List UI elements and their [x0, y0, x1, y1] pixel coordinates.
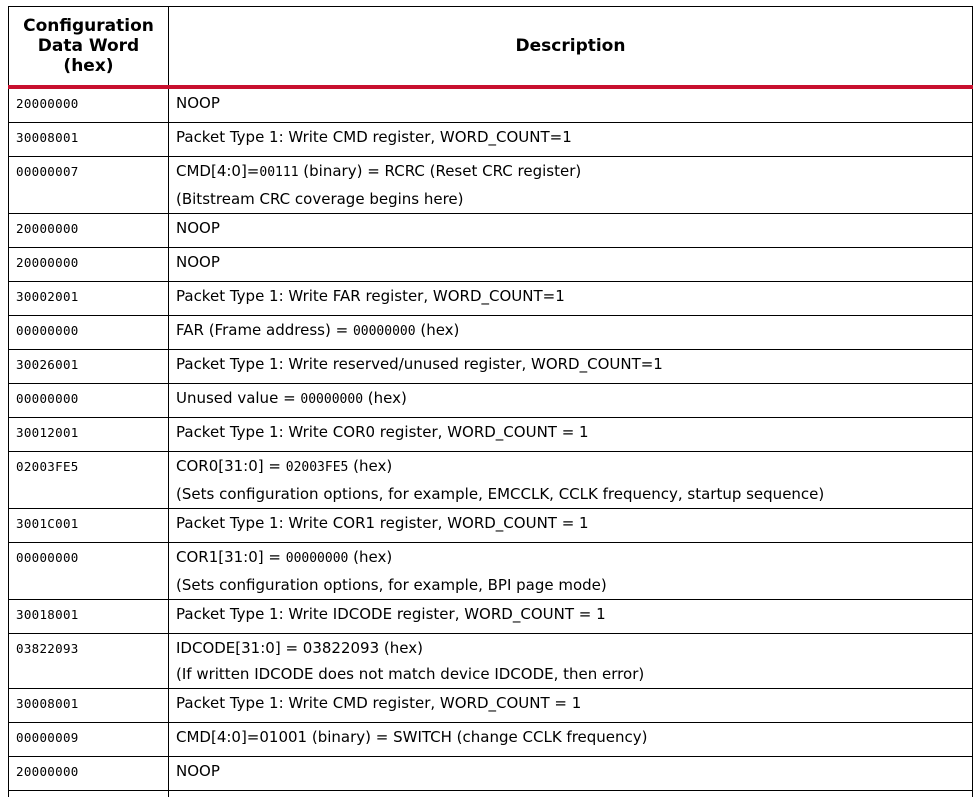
description-line: Packet Type 1: Write reserved/unused register, WORD_COUNT=1: [176, 351, 965, 377]
description-line: [176, 544, 965, 572]
description-cell: [169, 418, 973, 452]
table-row: [9, 248, 973, 282]
config-word-cell: [9, 791, 169, 797]
config-word-cell: 30018001: [9, 600, 169, 634]
description-line: IDCODE[31:0] = 03822093 (hex): [176, 635, 965, 661]
description-text: FAR (Frame address) =: [176, 321, 353, 339]
header-config-word-label: Configuration Data Word (hex): [23, 16, 154, 76]
description-line: Packet Type 1: Write FAR register, WORD_COUNT=1: [176, 283, 965, 309]
description-note: (Sets configuration options, for example, EMCCLK, CCLK frequency, startup sequence): [176, 481, 965, 507]
description-line: Packet Type 1: Write IDCODE register, WORD_COUNT = 1: [176, 601, 965, 627]
config-word-cell: 00000009: [9, 723, 169, 757]
description-line: NOOP: [176, 758, 965, 784]
table-row: [9, 316, 973, 350]
config-word-cell: 20000000: [9, 87, 169, 123]
header-description-label: Description: [516, 36, 626, 56]
description-cell: [169, 282, 973, 316]
description-line: Packet Type 1: Write COR0 register, WORD_COUNT = 1: [176, 419, 965, 445]
description-cell: [169, 316, 973, 350]
description-cell: [169, 248, 973, 282]
description-code: 02003FE5: [286, 460, 349, 475]
description-cell: [169, 723, 973, 757]
config-word-cell: 30002001: [9, 282, 169, 316]
table-row: [9, 543, 973, 600]
description-cell: [169, 791, 973, 797]
description-cell: [169, 600, 973, 634]
table-row: [9, 418, 973, 452]
description-line: [176, 453, 965, 481]
table-row: [9, 384, 973, 418]
table-row: [9, 600, 973, 634]
description-text: COR0[31:0] =: [176, 457, 286, 475]
description-cell: [169, 350, 973, 384]
config-word-cell: 20000000: [9, 757, 169, 791]
config-word-cell: 00000007: [9, 157, 169, 214]
description-code: 00000000: [286, 551, 349, 566]
description-code: 00111: [259, 165, 298, 180]
description-text: (hex): [348, 457, 392, 475]
config-word-cell: 30012001: [9, 418, 169, 452]
description-cell: [169, 509, 973, 543]
table-row: [9, 214, 973, 248]
description-cell: [169, 214, 973, 248]
description-note: (Bitstream CRC coverage begins here): [176, 186, 965, 212]
description-line: [176, 385, 965, 413]
description-line: Packet Type 1: Write CMD register, WORD_COUNT = 1: [176, 690, 965, 716]
description-line: Packet Type 1: Write COR1 register, WORD_COUNT = 1: [176, 510, 965, 536]
config-word-cell: 20000000: [9, 248, 169, 282]
description-text: (hex): [363, 389, 407, 407]
config-word-cell: 30008001: [9, 123, 169, 157]
description-cell: [169, 384, 973, 418]
configuration-table: [8, 6, 973, 797]
description-cell: [169, 87, 973, 123]
config-word-cell: 30026001: [9, 350, 169, 384]
config-word-cell: 3001C001: [9, 509, 169, 543]
description-text: (hex): [348, 548, 392, 566]
table-row: [9, 509, 973, 543]
description-line: NOOP: [176, 215, 965, 241]
config-word-cell: 30008001: [9, 689, 169, 723]
description-code: 00000000: [300, 392, 363, 407]
table-row: [9, 282, 973, 316]
table-row: [9, 157, 973, 214]
column-header-config-word: [9, 7, 169, 88]
description-cell: [169, 634, 973, 689]
config-word-cell: 02003FE5: [9, 452, 169, 509]
table-row: [9, 350, 973, 384]
table-row: [9, 452, 973, 509]
description-text: (binary) = RCRC (Reset CRC register): [299, 162, 582, 180]
description-line: NOOP: [176, 90, 965, 116]
description-line: NOOP: [176, 249, 965, 275]
config-word-cell: 00000000: [9, 543, 169, 600]
column-header-description: [169, 7, 973, 88]
description-cell: [169, 689, 973, 723]
description-cell: [169, 123, 973, 157]
table-row: [9, 87, 973, 123]
config-word-cell: 00000000: [9, 384, 169, 418]
table-row: [9, 634, 973, 689]
config-word-cell: 03822093: [9, 634, 169, 689]
description-note: (If written IDCODE does not match device IDCODE, then error): [176, 661, 965, 687]
description-text: Unused value =: [176, 389, 300, 407]
config-word-cell: 00000000: [9, 316, 169, 350]
description-line: [176, 158, 965, 186]
description-cell: [169, 452, 973, 509]
description-cell: [169, 157, 973, 214]
description-text: COR1[31:0] =: [176, 548, 286, 566]
table-row: [9, 689, 973, 723]
table-row: [9, 123, 973, 157]
description-line: [176, 317, 965, 345]
description-note: (Sets configuration options, for example, BPI page mode): [176, 572, 965, 598]
description-cell: [169, 543, 973, 600]
description-code: 00000000: [353, 324, 416, 339]
description-line: CMD[4:0]=01001 (binary) = SWITCH (change CCLK frequency): [176, 724, 965, 750]
config-word-cell: 20000000: [9, 214, 169, 248]
description-text: (hex): [416, 321, 460, 339]
table-row-cut-off: [9, 791, 973, 797]
table-row: [9, 723, 973, 757]
description-line: Packet Type 1: Write CMD register, WORD_COUNT=1: [176, 124, 965, 150]
description-text: CMD[4:0]=: [176, 162, 259, 180]
table-header-row: [9, 7, 973, 88]
